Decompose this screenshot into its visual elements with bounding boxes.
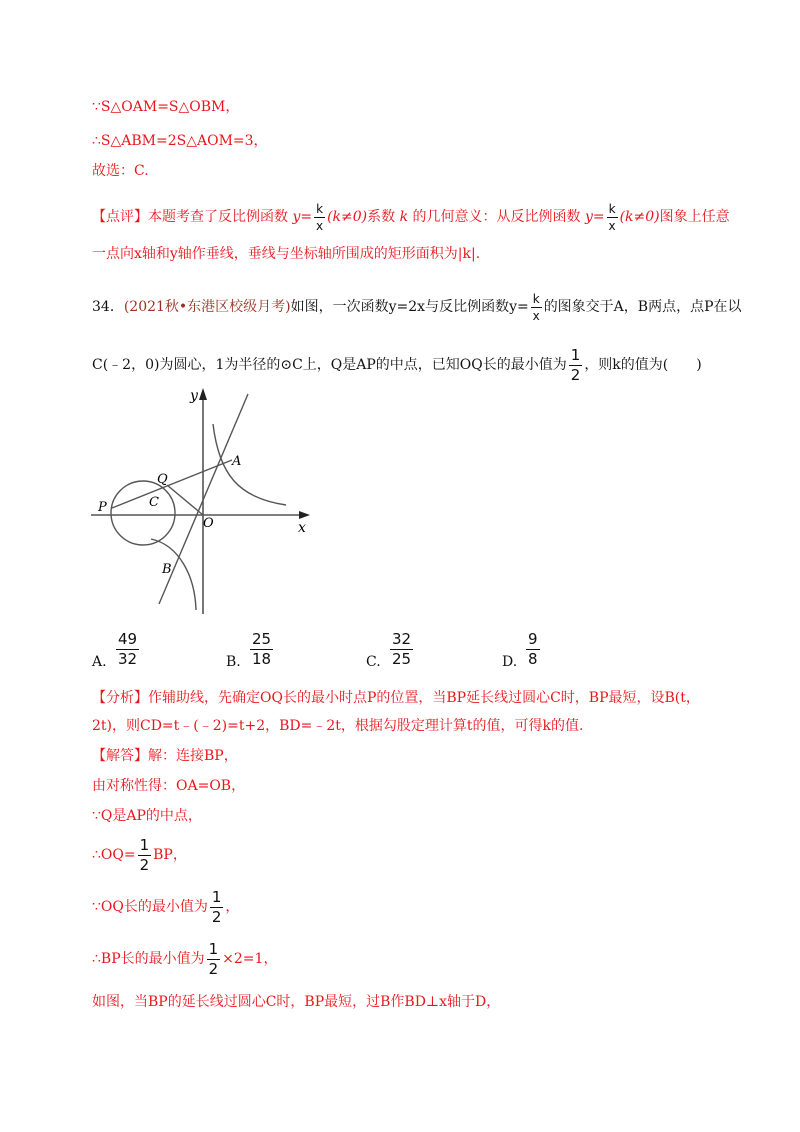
solution-half-1: $\frac{1}{2}$	[139, 835, 150, 874]
problem-number: 34．	[92, 299, 124, 315]
half-fraction: $\frac{1}{2}$	[570, 345, 581, 384]
k-over-x-fraction-2: $\frac{k}{x}$	[608, 201, 616, 233]
problem-k-over-x: $\frac{k}{x}$	[532, 291, 540, 323]
hyperbola-branch-2	[151, 539, 196, 610]
prev-line-3: 故选：C.	[92, 163, 149, 179]
review-line-1: 【点评】本题考查了反比例函数 y= $\frac{k}{x}$ (k≠0)系数 k 的几何意义：从反比例函数 y= $\frac{k}{x}$ (k≠0)图象上任意	[92, 201, 730, 233]
solution-half-2: $\frac{1}{2}$	[211, 887, 222, 926]
analysis-tag: 【分析】	[92, 690, 148, 706]
label-y: y	[190, 388, 198, 404]
prev-line-1: ∵S△OAM=S△OBM，	[92, 99, 240, 115]
label-o: O	[203, 516, 214, 531]
option-a[interactable]: A. $\frac{49}{32}$	[92, 630, 138, 670]
label-q: Q	[157, 472, 168, 487]
analysis-line-2: 2t)，则CD=t﹣(﹣2)=t+2，BD=﹣2t，根据勾股定理计算t的值，可得k的值.	[92, 718, 584, 734]
solution-line-1: 【解答】解：连接BP，	[92, 748, 238, 764]
label-p: P	[98, 500, 107, 515]
solution-tag: 【解答】	[92, 748, 148, 764]
x-axis-arrow	[299, 511, 310, 519]
solution-half-3: $\frac{1}{2}$	[208, 939, 219, 978]
option-b[interactable]: B. $\frac{25}{18}$	[226, 630, 272, 670]
problem-source: (2021秋•东港区校级月考)	[123, 299, 291, 315]
label-x: x	[298, 520, 306, 536]
k-over-x-fraction: $\frac{k}{x}$	[316, 201, 324, 233]
solution-line-4: ∴OQ= $\frac{1}{2}$ BP，	[92, 835, 187, 874]
prev-line-2: ∴S△ABM=2S△AOM=3，	[92, 133, 268, 149]
option-d[interactable]: D. $\frac{9}{8}$	[502, 630, 538, 670]
label-c: C	[149, 495, 159, 510]
option-c[interactable]: C. $\frac{32}{25}$	[366, 630, 412, 670]
function-graph-figure	[86, 382, 316, 622]
solution-line-7: 如图，当BP的延长线过圆心C时，BP最短，过B作BD⊥x轴于D，	[92, 994, 501, 1010]
label-b: B	[162, 562, 172, 577]
y-axis-arrow	[199, 388, 207, 400]
solution-line-5: ∵OQ长的最小值为 $\frac{1}{2}$ ，	[92, 887, 240, 926]
problem-line-1: 34．(2021秋•东港区校级月考)如图，一次函数y=2x与反比例函数y= $\frac{k}{x}$ 的图象交于A，B两点，点P在以	[92, 291, 742, 323]
problem-line-2: C(﹣2，0)为圆心，1为半径的⊙C上，Q是AP的中点，已知OQ长的最小值为 $\frac{1}{2}$ ，则k的值为( )	[92, 345, 702, 384]
circle-c	[111, 481, 175, 545]
solution-line-6: ∴BP长的最小值为 $\frac{1}{2}$ ×2=1，	[92, 939, 278, 978]
label-a: A	[232, 454, 242, 469]
solution-line-2: 由对称性得：OA=OB，	[92, 778, 246, 794]
review-tag: 【点评】	[92, 209, 148, 225]
hyperbola-branch-1	[213, 424, 286, 505]
solution-line-3: ∵Q是AP的中点，	[92, 808, 202, 824]
review-line-2: 一点向x轴和y轴作垂线，垂线与坐标轴所围成的矩形面积为|k|.	[92, 246, 481, 262]
analysis-line-1: 【分析】作辅助线，先确定OQ长的最小时点P的位置，当BP延长线过圆心C时，BP最短，设B(t，	[92, 690, 700, 706]
